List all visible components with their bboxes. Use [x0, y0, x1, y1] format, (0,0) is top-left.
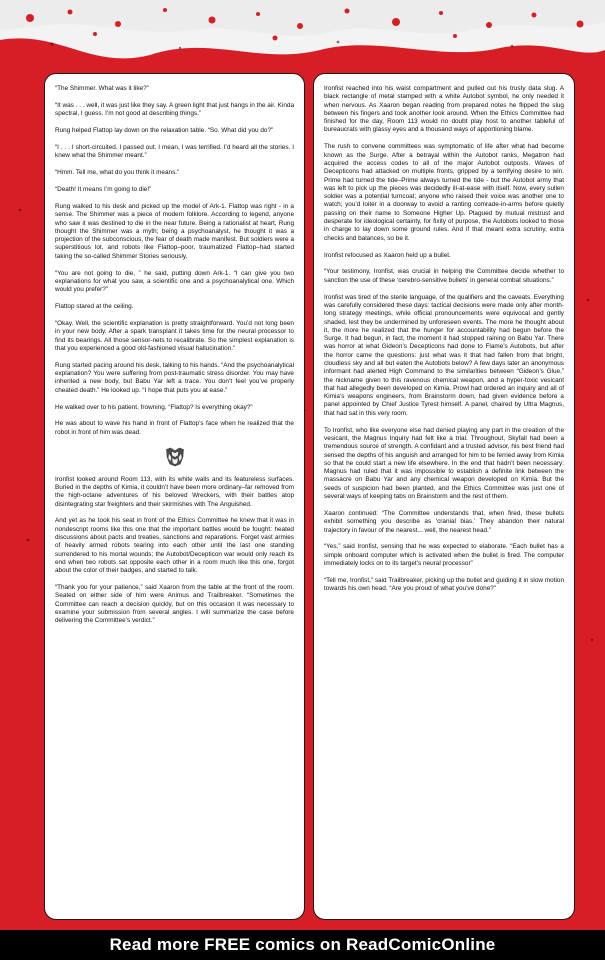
banner-text[interactable]: Read more FREE comics on ReadComicOnline — [109, 935, 496, 954]
paragraph: Ironfist was tired of the sterile language, of the qualifiers and the caveats. Everything was carefully considered these days: tactical decisions were made only after month-long strategy meetings, while official pronouncements were equivocal and gently shaded, lest they be undermined by unforeseen events. The more he thought about it, the more he realized that the hunger for accountability had begun before the Surge. It had begun, in fact, the moment it had stopped raining on Babu Yar. There was horror at what Gideon’s Decepticons had done to Flame’s Autobots, but after the horror came the questions: just what was it that had fallen from that bright, cloudless sky and all but eaten the Autobots below? A few days later an anonymous informant had alerted High Command to the similarities between “Gideon’s Glue,” the nickname given to this ravenous chemical weapon, and a hyper-toxic vesicant that had allegedly been developed on Kimia. Prowl had ordered an inquiry and all of Kimia’s weapons engineers, from Brainstorm down, had given evidence before a panel appointed by Chief Justice Tyrest himself. A panel, chaired by Ultra Magnus, that had sat in this very room. — [324, 293, 564, 417]
footer-banner[interactable] — [0, 930, 605, 960]
paragraph: “Yes,” said Ironfist, sensing that he was expected to elaborate. “Each bullet has a simple onboard computer which is activated when the bullet is fired. The computer immediately locks on to its target’s neural processor” — [324, 543, 564, 567]
paragraph: “Tell me, Ironfist,” said Trailbreaker, picking up the bullet and guiding it in slow motion towards his own head. “Are you proud of what you’ve done?” — [324, 576, 564, 593]
paragraph: “Thank you for your patience,” said Xaaron from the table at the front of the room. Seated on either side of him were Animus and Trailbreaker. “Sometimes the Committee can reach a decision quickly, but on this occasion it was necessary to examine your submission from several angles. I will summarize the case before delivering the Committee’s verdict.” — [55, 584, 294, 625]
paragraph: He walked over to his patient, frowning. “Flattop? Is everything okay?” — [55, 403, 253, 411]
paragraph: “You are not going to die, ” he said, putting down Ark-1. “I can give you two explanations for what you saw, a scientific one and a psychoanalytical one. Which would you prefer?” — [55, 269, 294, 294]
paragraph: Rung walked to his desk and picked up the model of Ark-1. Flattop was right - in a sense. The Shimmer was a piece of modern folklore. According to legend, anyone who saw it was destined to die in the near future. Being a rationalist at heart, Rung thought the Shimmer was a myth; being a psychoanalyst, he thought it was a projection of the subconscious, the fear of death made manifest. But soldiers were a superstitious lot, and robots like Flattop–poor, traumatized Flattop–had started taking the so-called Shimmer Stories seriously. — [55, 202, 294, 260]
paragraph: Ironfist looked around Room 113, with its white walls and its featureless surfaces. Buried in the depths of Kimia, it couldn’t have been more ordinary–far removed from the high-octane adventures of his beloved Wreckers, with their battles atop disintegrating star freighters and their skirmishes with The Anguished. — [55, 475, 294, 508]
left-text-column — [44, 73, 305, 920]
paragraph: “I . . . I short-circuited. I passed out. I mean, I was terrified. I’d heard all the stories. I knew what the Shimmer meant.” — [55, 143, 294, 160]
paragraph: He was about to wave his hand in front of Flattop’s face when he realized that the robot in front of him was dead. — [55, 420, 294, 436]
right-text-column — [313, 73, 575, 920]
paragraph: Ironfist refocused as Xaaron held up a bullet. — [324, 251, 451, 259]
paragraph: “It was . . . well, it was just like they say. A green light that just hangs in the air. Kinda spectral, I guess. I’m not good at describing things.” — [55, 101, 294, 118]
paragraph: Rung helped Flattop lay down on the relaxation table. “So. What did you do?” — [55, 127, 274, 135]
paragraph: To Ironfist, who like everyone else had denied playing any part in the creation of the vesicant, the Magnus Inquiry had felt like a trial. Throughout, Skyfall had been a tremendous source of strength. A confidant and a trusted advisor, his best friend had sensed the depths of his anguish and arranged for him to be ferried away from Kimia so that he could start a new life elsewhere. In the end that hadn’t been necessary: Magnus had ruled that it was impossible to establish a definite link between the massacre on Babu Yar and any chemical weapon developed on Kimia. But the seeds of suspicion had been planted, and the Ethics Committee was just one of several ways of keeping tabs on Brainstorm and the rest of them. — [324, 426, 564, 501]
paragraph: “Hmm. Tell me, what do you think it means.” — [55, 169, 180, 177]
paragraph: Rung started pacing around his desk, talking to his hands. “And the psychoanalytical explanation? You were suffering from post-traumatic stress disorder. You may have inherited a new body, but Babu Yar left a trace. You don’t feel you’ve properly cheated death.” He looked up. “I hope that puts you at ease.” — [55, 361, 294, 394]
paragraph: “Death! It means I’m going to die!” — [55, 186, 152, 194]
paragraph: The rush to convene committees was symptomatic of life after what had become known as the Surge. After a betrayal within the Autobot ranks, Megatron had acquired the access codes to all of the major Autobot outposts. Waves of Decepticons had attacked on multiple fronts, gripped by a terrifying desire to win. Prime had turned the tide–Prime always turned the tide - but the Autobot army that was left to pick up the pieces was decidedly ill-at-ease with itself. Now, every sullen soldier was a potential turncoat; anyone who raised their voice was another one to watch; you’d loiter in a doorway to avoid a ranting comrade-in-arms before quietly passing on their name to Someone Higher Up. Plagued by mutual mistrust and desperate for ideological certainty, for fixity of purpose, the Autobots looked to those in charge to lay down some ground rules. And if that meant extra scrutiny, extra checks and balances, so be it. — [324, 143, 564, 242]
paragraph: “Your testimony, Ironfist, was crucial in helping the Committee decide whether to sanction the use of these ‘cerebro-sensitive bullets’ in general combat situations.” — [324, 268, 564, 284]
paragraph: “Okay. Well, the scientific explanation is pretty straightforward. You’d not long been in your new body. After a spark transplant it takes time for the neural processor to find its bearings. All those sensor-nets to recalibrate. So the simplest explanation is that you experienced a good old-fashioned visual hallucination.” — [55, 319, 294, 352]
autobot-insignia-icon — [164, 446, 186, 468]
paragraph: And yet as he took his seat in front of the Ethics Committee he knew that it was in nondescript rooms like this one that the important battles would be fought: heated discussions about pacts and treaties, sanctions and reparations. Forget vast armies of heavily armed robots tearing into each other until the last one standing surrendered to his mortal wounds; the Autobot/Decepticon war would only reach its end when two robots sat opposite each other in a room much like this one, forgot about the color of their badges, and started to talk. — [55, 517, 294, 575]
paragraph: Flattop stared at the ceiling. — [55, 303, 134, 311]
paragraph: Xaaron continued: “The Committee understands that, when fired, these bullets exhibit something you describe as ‘cranial bias.’ They abandon their natural trajectory in favour of the nearest... well, the nearest head.” — [324, 509, 564, 534]
paragraph: “The Shimmer. What was it like?” — [55, 85, 149, 92]
paragraph: Ironfist reached into his waist compartment and pulled out his trusty data slug. A black rectangle of metal stamped with a white Autobot symbol, he only needed it when nervous. As Xaaron began reading from prepared notes he flipped the slug between his fingers and took another look around. When the Ethics Committee had finished for the day, Room 113 would no doubt play host to another tableful of bureaucrats with glassy eyes and a thousand ways of apportioning blame. — [324, 85, 564, 134]
